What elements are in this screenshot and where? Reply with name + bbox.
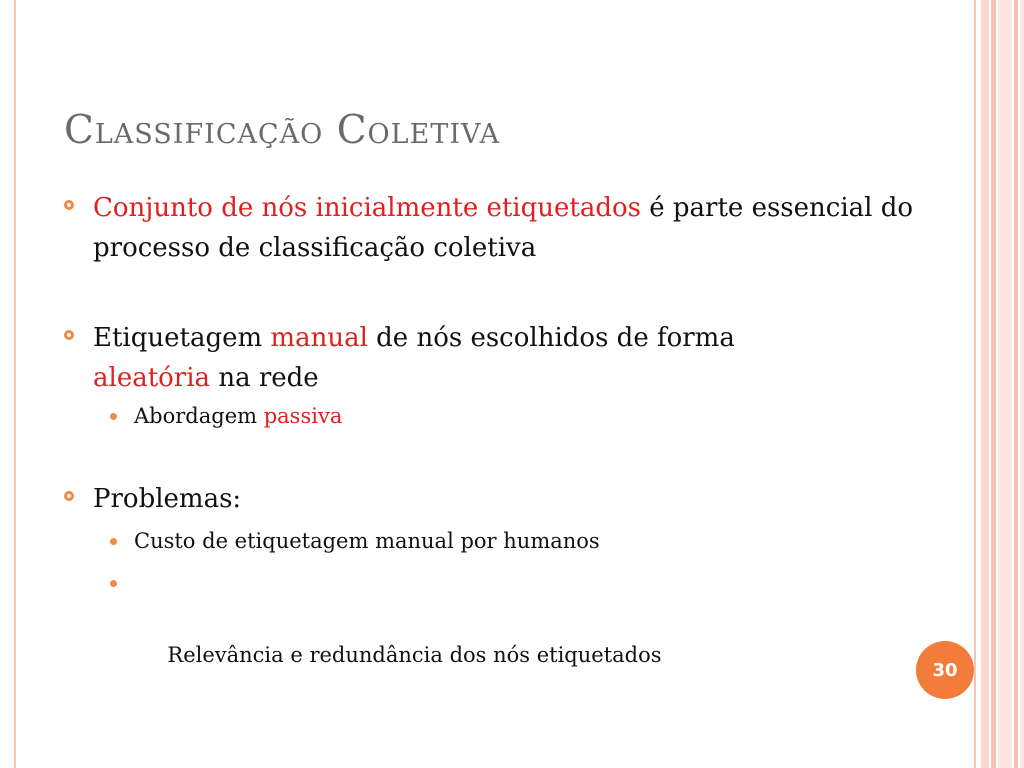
bullet-highlight: aleatória [93, 363, 211, 393]
bullet-text: Problemas: [93, 484, 242, 514]
bullet-text: é parte essencial do processo de classificação coletiva [93, 193, 914, 263]
bullet-ring-icon [64, 200, 74, 210]
page-number-badge: 30 [916, 641, 974, 699]
frame-band [981, 0, 989, 768]
bullet-item [64, 188, 924, 268]
bullet-ring-icon [64, 330, 74, 340]
sub-bullet-item [64, 523, 924, 559]
bullet-dot-icon [110, 580, 117, 587]
sub-bullet-highlight: passiva [263, 404, 343, 428]
frame-band [1020, 0, 1024, 768]
bullet-item [64, 318, 924, 398]
frame-band [991, 0, 996, 768]
bullet-ring-icon [64, 491, 74, 501]
sub-bullet-text: Abordagem [134, 404, 264, 428]
sub-bullet-item [64, 565, 924, 709]
sub-bullet-text: Relevância e redundância dos nós etiquetados [160, 643, 662, 667]
frame-band [1014, 0, 1018, 768]
bullet-text: de nós escolhidos de forma [367, 323, 735, 353]
bullet-dot-icon [110, 413, 117, 420]
bullet-highlight: Conjunto de nós inicialmente etiquetados [93, 193, 641, 223]
sub-bullet-text: Custo de etiquetagem manual por humanos [134, 529, 600, 553]
bullet-text: Etiquetagem [93, 323, 271, 353]
bullet-highlight: manual [270, 323, 368, 353]
slide-content [64, 188, 924, 709]
sub-bullet-item [64, 398, 924, 434]
frame-band [998, 0, 1012, 768]
bullet-item [64, 479, 924, 519]
bullet-dot-icon [110, 538, 117, 545]
slide-title: Classificação Coletiva [64, 108, 501, 153]
bullet-text: na rede [210, 363, 319, 393]
